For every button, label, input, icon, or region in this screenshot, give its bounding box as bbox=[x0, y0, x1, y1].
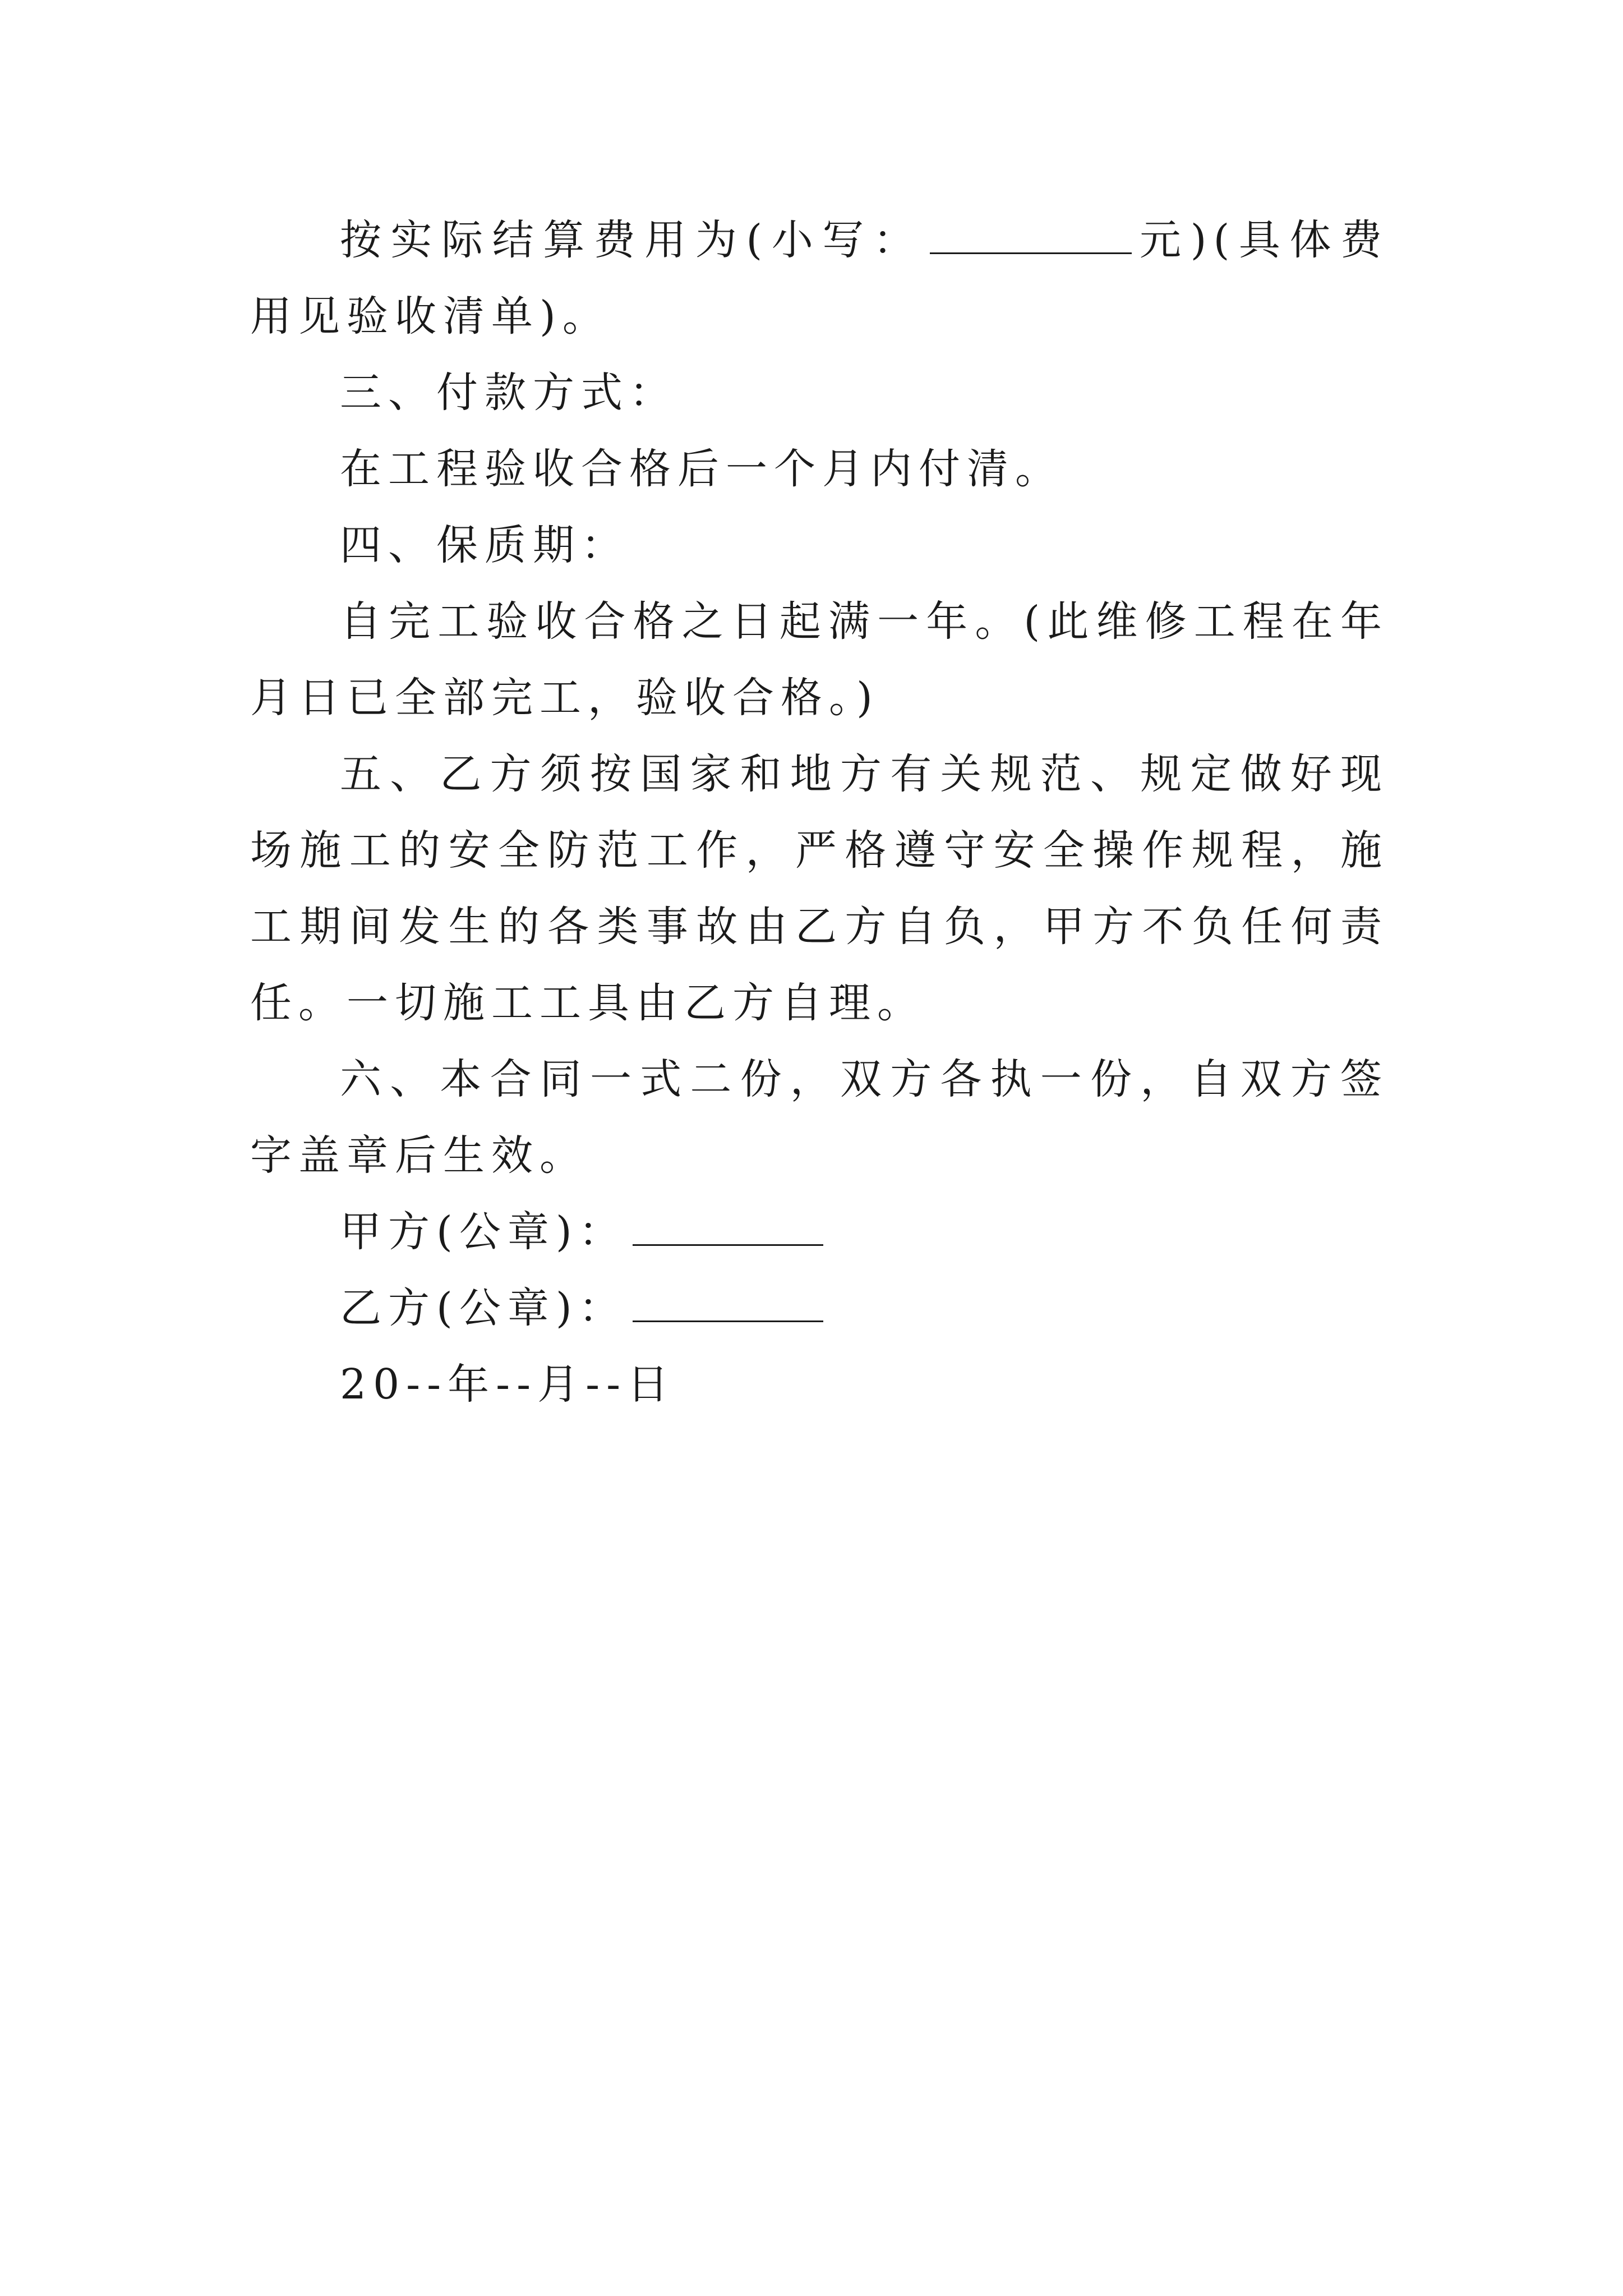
contract-date: 20--年--月--日 bbox=[340, 1360, 676, 1409]
section6-paragraph: 六、本合同一式二份，双方各执一份，自双方签字盖章后生效。 bbox=[250, 1055, 1389, 1180]
section4-heading: 四、保质期： bbox=[340, 521, 629, 569]
party-a-signature-line bbox=[250, 1194, 1389, 1270]
amount-blank-line bbox=[930, 219, 1132, 254]
settlement-paragraph bbox=[250, 202, 1389, 355]
party-b-label: 乙方(公章)： bbox=[340, 1284, 627, 1332]
settlement-text-after: 元)(具体费用见验收清单)。 bbox=[250, 216, 1389, 341]
party-a-blank-line bbox=[633, 1211, 823, 1246]
settlement-text-before: 按实际结算费用为(小写： bbox=[340, 216, 924, 264]
party-a-label: 甲方(公章)： bbox=[340, 1208, 627, 1256]
section3-body: 在工程验收合格后一个月内付清。 bbox=[340, 445, 1063, 493]
contract-body bbox=[250, 202, 1389, 1423]
section3-heading: 三、付款方式： bbox=[340, 369, 677, 417]
section4-body: 自完工验收合格之日起满一年。(此维修工程在年月日已全部完工，验收合格。) bbox=[250, 597, 1389, 722]
section5-paragraph: 五、乙方须按国家和地方有关规范、规定做好现场施工的安全防范工作，严格遵守安全操作规程，施工期间发生的各类事故由乙方自负，甲方不负任何责任。一切施工工具由乙方自理。 bbox=[250, 750, 1389, 1027]
party-b-blank-line bbox=[633, 1287, 823, 1322]
party-b-signature-line bbox=[250, 1270, 1389, 1346]
